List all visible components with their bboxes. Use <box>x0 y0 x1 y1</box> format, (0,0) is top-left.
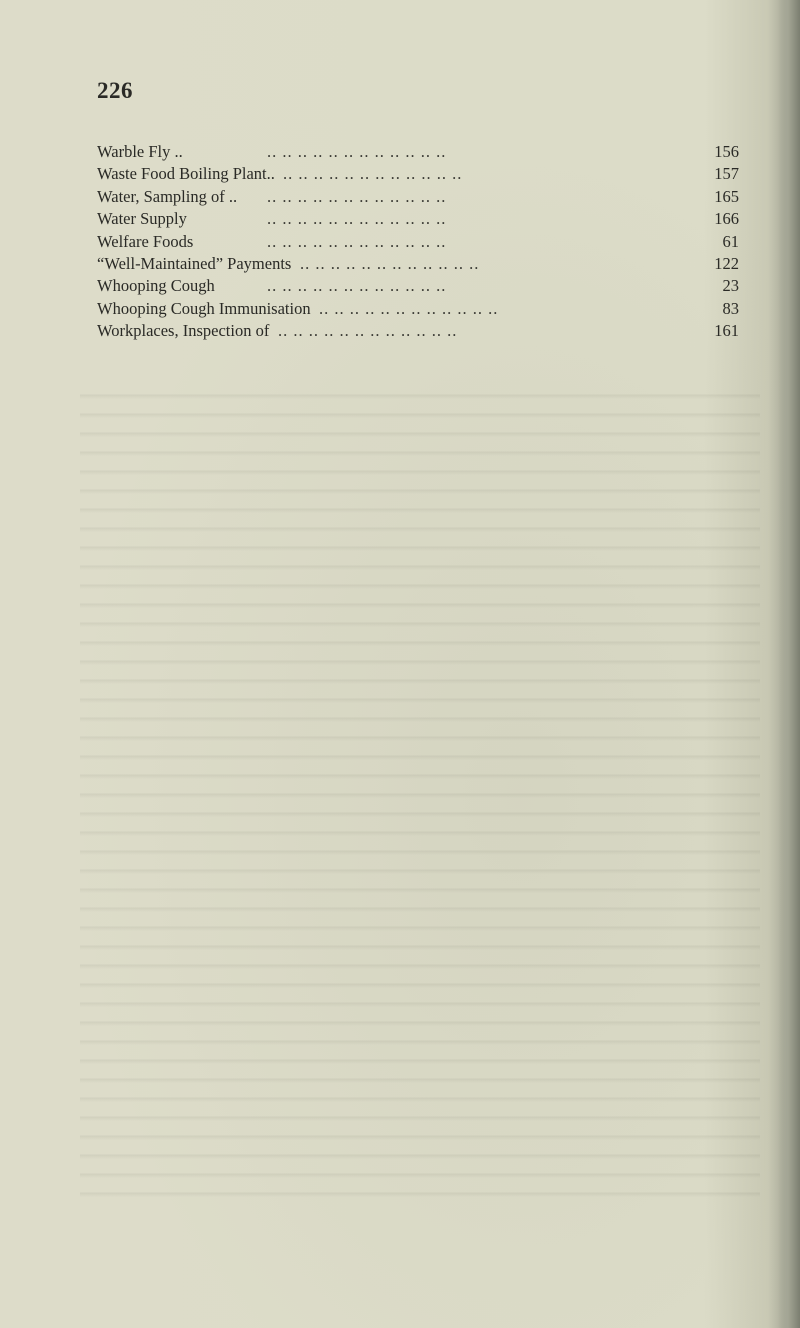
index-entry <box>97 186 739 208</box>
dot-leader: .. .. .. .. .. .. .. .. .. .. .. .. <box>300 253 480 273</box>
index-entry <box>97 320 739 342</box>
index-entry-label: Waste Food Boiling Plant.. <box>97 164 275 184</box>
index-entry <box>97 253 739 275</box>
index-entry-label: “Well-Maintained” Payments <box>97 253 292 273</box>
dot-leader: .. .. .. .. .. .. .. .. .. .. .. .. <box>267 231 447 251</box>
dot-leader: .. .. .. .. .. .. .. .. .. .. .. .. <box>267 186 447 206</box>
index-entry-page: 161 <box>714 321 739 341</box>
index-entry-label: Whooping Cough Immunisation <box>97 298 311 318</box>
index-entry-page: 61 <box>722 231 739 251</box>
page-number: 226 <box>97 78 133 103</box>
index-entry-page: 23 <box>722 276 739 296</box>
index-entry-label: Water Supply <box>97 209 187 229</box>
index-entry-page: 166 <box>714 209 739 229</box>
bleed-through-texture <box>80 380 760 1200</box>
dot-leader: .. .. .. .. .. .. .. .. .. .. .. .. <box>267 209 447 229</box>
page-edge-shadow <box>778 0 800 1328</box>
index-entry <box>97 208 739 230</box>
index-entry-page: 83 <box>722 298 739 318</box>
index-entry-page: 157 <box>714 164 739 184</box>
index-entry-label: Workplaces, Inspection of <box>97 321 270 341</box>
index-entry-label: Warble Fly .. <box>97 142 183 161</box>
index-entry <box>97 231 739 253</box>
index-entry <box>97 275 739 297</box>
index-entry <box>97 298 739 320</box>
dot-leader: .. .. .. .. .. .. .. .. .. .. .. .. <box>267 142 447 161</box>
dot-leader: .. .. .. .. .. .. .. .. .. .. .. .. <box>278 321 458 341</box>
index-entry-label: Water, Sampling of .. <box>97 186 238 206</box>
index-entry-page: 122 <box>714 253 739 273</box>
index-entry-label: Welfare Foods <box>97 231 194 251</box>
index-entry <box>97 141 739 163</box>
dot-leader: .. .. .. .. .. .. .. .. .. .. .. .. <box>283 164 463 184</box>
index-entry <box>97 163 739 185</box>
dot-leader: .. .. .. .. .. .. .. .. .. .. .. .. <box>319 298 499 318</box>
index-entry-page: 165 <box>714 186 739 206</box>
index-entry-page: 156 <box>714 142 739 161</box>
index-list <box>97 141 739 343</box>
dot-leader: .. .. .. .. .. .. .. .. .. .. .. .. <box>267 276 447 296</box>
index-entry-label: Whooping Cough <box>97 276 215 296</box>
